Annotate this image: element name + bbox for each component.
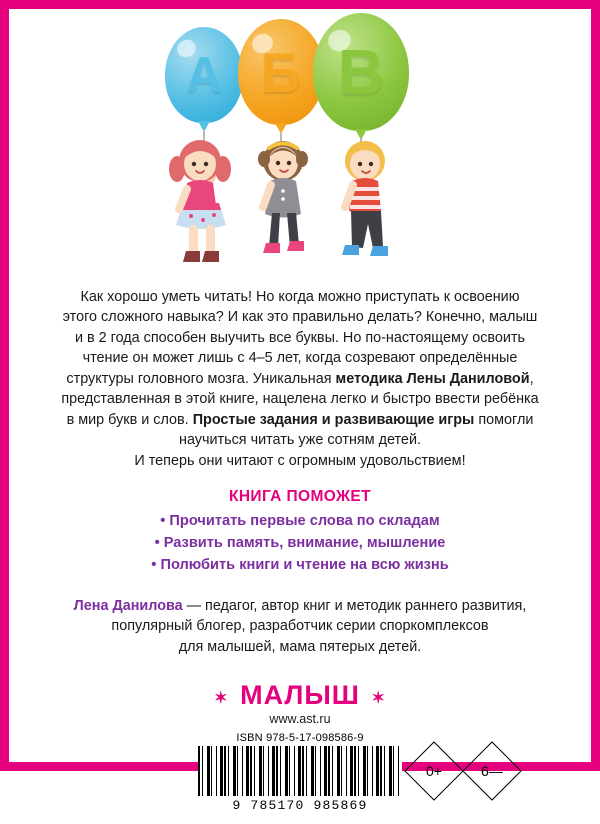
intro-line-3: и в 2 года способен выучить все буквы. Но по-настоящему освоить <box>74 329 526 346</box>
barcode-number: 9 785170 985869 <box>232 798 368 814</box>
cover-content <box>9 9 591 814</box>
star-right-icon: ✶ <box>371 690 386 708</box>
publisher-website[interactable]: www.ast.ru <box>269 712 331 727</box>
balloon-a-letter: А <box>185 47 223 103</box>
intro-line-5-text: структуры головного мозга. Уникальная <box>66 370 336 387</box>
publisher-logo-wrap <box>9 680 591 711</box>
promo-item-3: • Полюбить книги и чтение на всю жизнь <box>151 557 449 574</box>
intro-line-4: чтение он может лишь с 4–5 лет, когда созревают определённые <box>82 350 518 367</box>
intro-line-5-tail: , <box>529 370 534 387</box>
star-left-icon: ✶ <box>214 690 229 708</box>
intro-line-1: Как хорошо уметь читать! Но когда можно приступать к освоению <box>80 289 520 305</box>
promo-item-1: • Прочитать первые слова по складам <box>160 513 440 530</box>
barcode-area <box>9 746 591 824</box>
child-boy <box>319 135 419 275</box>
author-bio <box>50 596 550 659</box>
publisher-logo <box>210 680 390 711</box>
promo-list <box>9 510 591 577</box>
author-line-2: популярный блогер, разработчик серии споркомплексов <box>111 618 489 635</box>
author-line-3: для малышей, мама пятерых детей. <box>178 639 422 656</box>
intro-line-5 <box>46 369 554 389</box>
intro-line-8: научиться читать уже сотням детей. <box>179 432 421 449</box>
intro-line-7-tail: помогли <box>474 411 534 428</box>
age-rating-6 <box>462 742 521 801</box>
frame-border-top <box>0 0 600 9</box>
frame-border-left <box>0 0 9 771</box>
balloon-letter-a <box>165 27 243 123</box>
illustration-balloons-and-children <box>9 9 591 281</box>
frame-border-right <box>591 0 600 771</box>
isbn-text: ISBN 978-5-17-098586-9 <box>236 732 364 745</box>
intro-line-7 <box>46 410 554 430</box>
barcode <box>198 746 402 814</box>
balloon-letter-b <box>238 19 324 125</box>
intro-line-6: представленная в этой книге, нацелена легко и быстро ввести ребёнка <box>61 391 539 408</box>
intro-games-highlight: Простые задания и развивающие игры <box>192 411 475 428</box>
balloon-v-letter: В <box>337 36 385 108</box>
intro-line-9: И теперь они читают с огромным удовольствием! <box>134 452 466 469</box>
age-rating-0plus-label: 0+ <box>426 763 442 780</box>
author-name: Лена Данилова <box>73 597 183 614</box>
age-rating-6-label: 6— <box>481 763 503 780</box>
age-rating-0plus <box>404 742 463 801</box>
publisher-logo-text: МАЛЫШ <box>240 680 360 711</box>
intro-paragraph <box>46 287 554 471</box>
promo-item-2: • Развить память, внимание, мышление <box>154 535 446 552</box>
balloon-letter-v <box>313 13 409 131</box>
intro-method-highlight: методика Лены Даниловой <box>335 370 530 387</box>
author-line-1-text: — педагог, автор книг и методик раннего развития, <box>182 597 527 614</box>
author-line-1 <box>50 596 550 617</box>
intro-line-7-text: в мир букв и слов. <box>66 411 193 428</box>
promo-title: КНИГА ПОМОЖЕТ <box>228 488 372 506</box>
intro-line-2: этого сложного навыка? И как это правильно делать? Конечно, малыш <box>62 309 538 326</box>
balloon-b-letter: Б <box>260 40 302 104</box>
barcode-bars <box>198 746 402 796</box>
